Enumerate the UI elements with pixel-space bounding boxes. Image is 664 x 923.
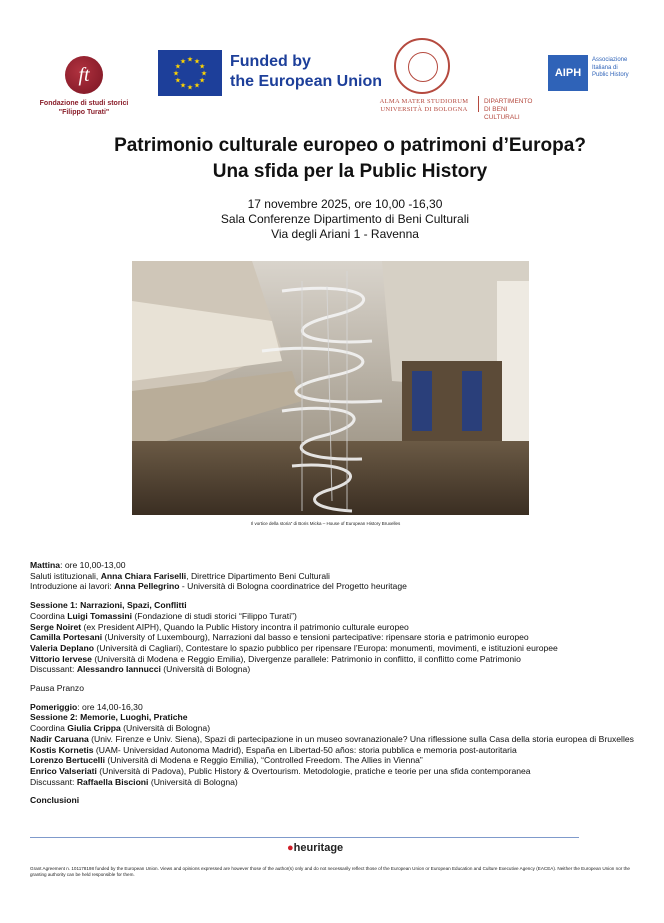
program bbox=[30, 560, 650, 806]
talk-info: (Università di Modena e Reggio Emilia), “Controlled Freedom. The Allies in Vienna” bbox=[104, 755, 423, 766]
session1-discussant bbox=[30, 664, 650, 675]
unibo-department bbox=[484, 98, 544, 122]
unibo-logo bbox=[374, 38, 544, 121]
speaker-name: Camilla Portesani bbox=[30, 632, 103, 643]
turati-foundation-logo bbox=[34, 56, 134, 117]
title-line-2: Una sfida per la Public History bbox=[212, 161, 488, 182]
session2-discussant bbox=[30, 777, 650, 788]
conclusions-label: Conclusioni bbox=[30, 795, 80, 806]
unibo-name bbox=[374, 98, 474, 114]
speaker-name: Serge Noiret bbox=[30, 621, 82, 632]
session2-talk bbox=[30, 745, 650, 756]
eu-star-icon: ★ bbox=[193, 82, 201, 90]
discussant-post: (Università di Bologna) bbox=[148, 776, 238, 787]
afternoon-label: Pomeriggio bbox=[30, 701, 78, 712]
heuritage-logo bbox=[287, 842, 343, 854]
greetings-pre: Saluti istituzionali, bbox=[30, 570, 101, 581]
afternoon-header bbox=[30, 702, 650, 713]
session2-chair-name: Giulia Crippa bbox=[67, 723, 121, 734]
ft-monogram-icon: ft bbox=[65, 56, 103, 94]
title-line-1: Patrimonio culturale europeo o patrimoni d’Europa? bbox=[114, 135, 586, 156]
greetings-name: Anna Chiara Fariselli bbox=[100, 570, 187, 581]
unibo-name-line-2: UNIVERSITÀ DI BOLOGNA bbox=[380, 106, 468, 113]
heuritage-brand: heuritage bbox=[293, 842, 344, 854]
unibo-name-line-1: ALMA MATER STUDIORUM bbox=[379, 98, 469, 105]
eu-star-icon: ★ bbox=[200, 70, 208, 78]
aiph-full-name bbox=[592, 57, 629, 80]
unibo-divider bbox=[478, 96, 479, 112]
aiph-logo bbox=[548, 55, 658, 91]
eu-star-icon: ★ bbox=[198, 77, 206, 85]
session2-talk bbox=[30, 766, 650, 777]
session2-chair bbox=[30, 723, 650, 734]
talk-info: (Università di Modena e Reggio Emilia), Divergenze parallele: Patrimonio in conflitto, il conflitto come Patrimonio bbox=[91, 653, 521, 664]
talk-info: (ex President AIPH), Quando la Public History incontra il patrimonio culturale europeo bbox=[81, 621, 409, 632]
morning-label: Mattina bbox=[30, 560, 61, 570]
unibo-dept-line-1: DIPARTIMENTO bbox=[484, 98, 533, 105]
speaker-name: Kostis Kornetis bbox=[30, 744, 94, 755]
session2-talk bbox=[30, 734, 650, 745]
aiph-abbr: AIPH bbox=[548, 55, 588, 91]
eu-line-1: Funded by bbox=[230, 53, 311, 70]
talk-info: (Università di Cagliari), Contestare lo spazio pubblico per ripensare l’Europa: monumenti, movimenti, e istituzioni europee bbox=[94, 642, 558, 653]
speaker-name: Vittorio Iervese bbox=[30, 653, 92, 664]
photo-caption: Il vortice della storia” di Boris Micka – House of European History Bruxelles bbox=[251, 521, 401, 526]
heuritage-mark-icon: ● bbox=[287, 842, 294, 854]
eu-star-icon: ★ bbox=[179, 82, 187, 90]
discussant-pre: Discussant: bbox=[30, 776, 77, 787]
session2-chair-pre: Coordina bbox=[30, 723, 68, 734]
morning-time: : ore 10,00-13,00 bbox=[60, 560, 126, 570]
session1-chair bbox=[30, 611, 650, 622]
talk-info: (University of Luxembourg), Narrazioni dal basso e tensioni partecipative: ripensare storia e patrimonio europeo bbox=[102, 632, 529, 643]
eu-star-icon: ★ bbox=[186, 84, 194, 92]
speaker-name: Valeria Deplano bbox=[30, 642, 95, 653]
intro-pre: Introduzione ai lavori: bbox=[30, 581, 115, 592]
event-details bbox=[0, 197, 664, 242]
discussant-name: Alessandro Iannucci bbox=[76, 664, 161, 675]
discussant-post: (Università di Bologna) bbox=[160, 664, 251, 675]
afternoon-time: : ore 14,00-16,30 bbox=[77, 701, 143, 712]
page-title bbox=[0, 133, 664, 185]
grant-disclaimer: Grant Agreement n. 101178198 funded by the European Union. Views and opinions expressed are however those of the author(s) only and do not necessarily reflect those of the European Union or European Education and Culture Executive Agency (EACEA). Neither the European Union nor the granting authority can be held responsible for them. bbox=[30, 866, 630, 877]
footer-divider bbox=[30, 837, 579, 838]
eu-star-icon: ★ bbox=[174, 63, 182, 71]
event-address: Via degli Ariani 1 - Ravenna bbox=[271, 227, 419, 241]
talk-info: (Università di Padova), Public History & Overtourism. Metodologie, pratiche e teorie per una sfida contemporanea bbox=[96, 765, 531, 776]
greetings-post: , Direttrice Dipartimento Beni Culturali bbox=[186, 570, 330, 581]
speaker-name: Lorenzo Bertucelli bbox=[30, 755, 105, 766]
morning-header bbox=[30, 560, 650, 571]
eu-line-2: the European Union bbox=[230, 73, 382, 90]
greetings-line bbox=[30, 571, 650, 582]
event-date: 17 novembre 2025, ore 10,00 -16,30 bbox=[247, 197, 443, 211]
eu-star-icon: ★ bbox=[193, 58, 201, 66]
unibo-seal-icon bbox=[394, 38, 450, 94]
intro-line bbox=[30, 581, 650, 592]
aiph-line-1: Associazione bbox=[592, 57, 628, 63]
session1-talk bbox=[30, 654, 650, 665]
session1-talk bbox=[30, 622, 650, 633]
eu-star-icon: ★ bbox=[186, 56, 194, 64]
logo-bar bbox=[0, 0, 664, 130]
aiph-line-3: Public History bbox=[592, 72, 629, 78]
eu-star-icon: ★ bbox=[198, 63, 206, 71]
eu-star-icon: ★ bbox=[172, 70, 180, 78]
aiph-line-2: Italiana di bbox=[592, 64, 618, 71]
unibo-dept-line-2: DI BENI CULTURALI bbox=[484, 106, 520, 121]
eu-star-icon: ★ bbox=[179, 58, 187, 66]
session1-chair-post: (Fondazione di studi storici “Filippo Turati”) bbox=[132, 610, 297, 621]
event-photo bbox=[132, 261, 529, 515]
discussant-pre: Discussant: bbox=[30, 664, 77, 675]
eu-star-icon: ★ bbox=[174, 77, 182, 85]
session1-talk bbox=[30, 632, 650, 643]
talk-info: (Univ. Firenze e Univ. Siena), Spazi di partecipazione in un museo sovranazionale? Una riflessione sulla Casa della storia europea di Bruxelles bbox=[88, 733, 634, 744]
ft-foundation-name: Fondazione di studi storici "Filippo Turati" bbox=[39, 100, 129, 116]
session1-chair-name: Luigi Tomassini bbox=[67, 610, 133, 621]
session2-talk bbox=[30, 755, 650, 766]
event-venue: Sala Conferenze Dipartimento di Beni Culturali bbox=[220, 212, 470, 226]
speaker-name: Enrico Valseriati bbox=[30, 765, 97, 776]
intro-post: - Università di Bologna coordinatrice del Progetto heuritage bbox=[179, 581, 407, 592]
intro-name: Anna Pellegrino bbox=[114, 581, 180, 592]
session1-talk bbox=[30, 643, 650, 654]
session2-chair-post: (Università di Bologna) bbox=[120, 723, 211, 734]
session2-title: Sessione 2: Memorie, Luoghi, Pratiche bbox=[30, 712, 188, 723]
discussant-name: Raffaella Biscioni bbox=[76, 776, 149, 787]
lunch-break: Pausa Pranzo bbox=[30, 683, 84, 694]
eu-funding-label bbox=[230, 52, 382, 92]
session1-chair-pre: Coordina bbox=[30, 610, 68, 621]
eu-flag-icon bbox=[158, 50, 222, 96]
speaker-name: Nadir Caruana bbox=[30, 733, 89, 744]
session1-title: Sessione 1: Narrazioni, Spazi, Conflitti bbox=[30, 600, 187, 611]
talk-info: (UAM- Universidad Autonoma Madrid), España en Libertad-50 años: storia pubblica e memoria post-autoritaria bbox=[93, 744, 517, 755]
